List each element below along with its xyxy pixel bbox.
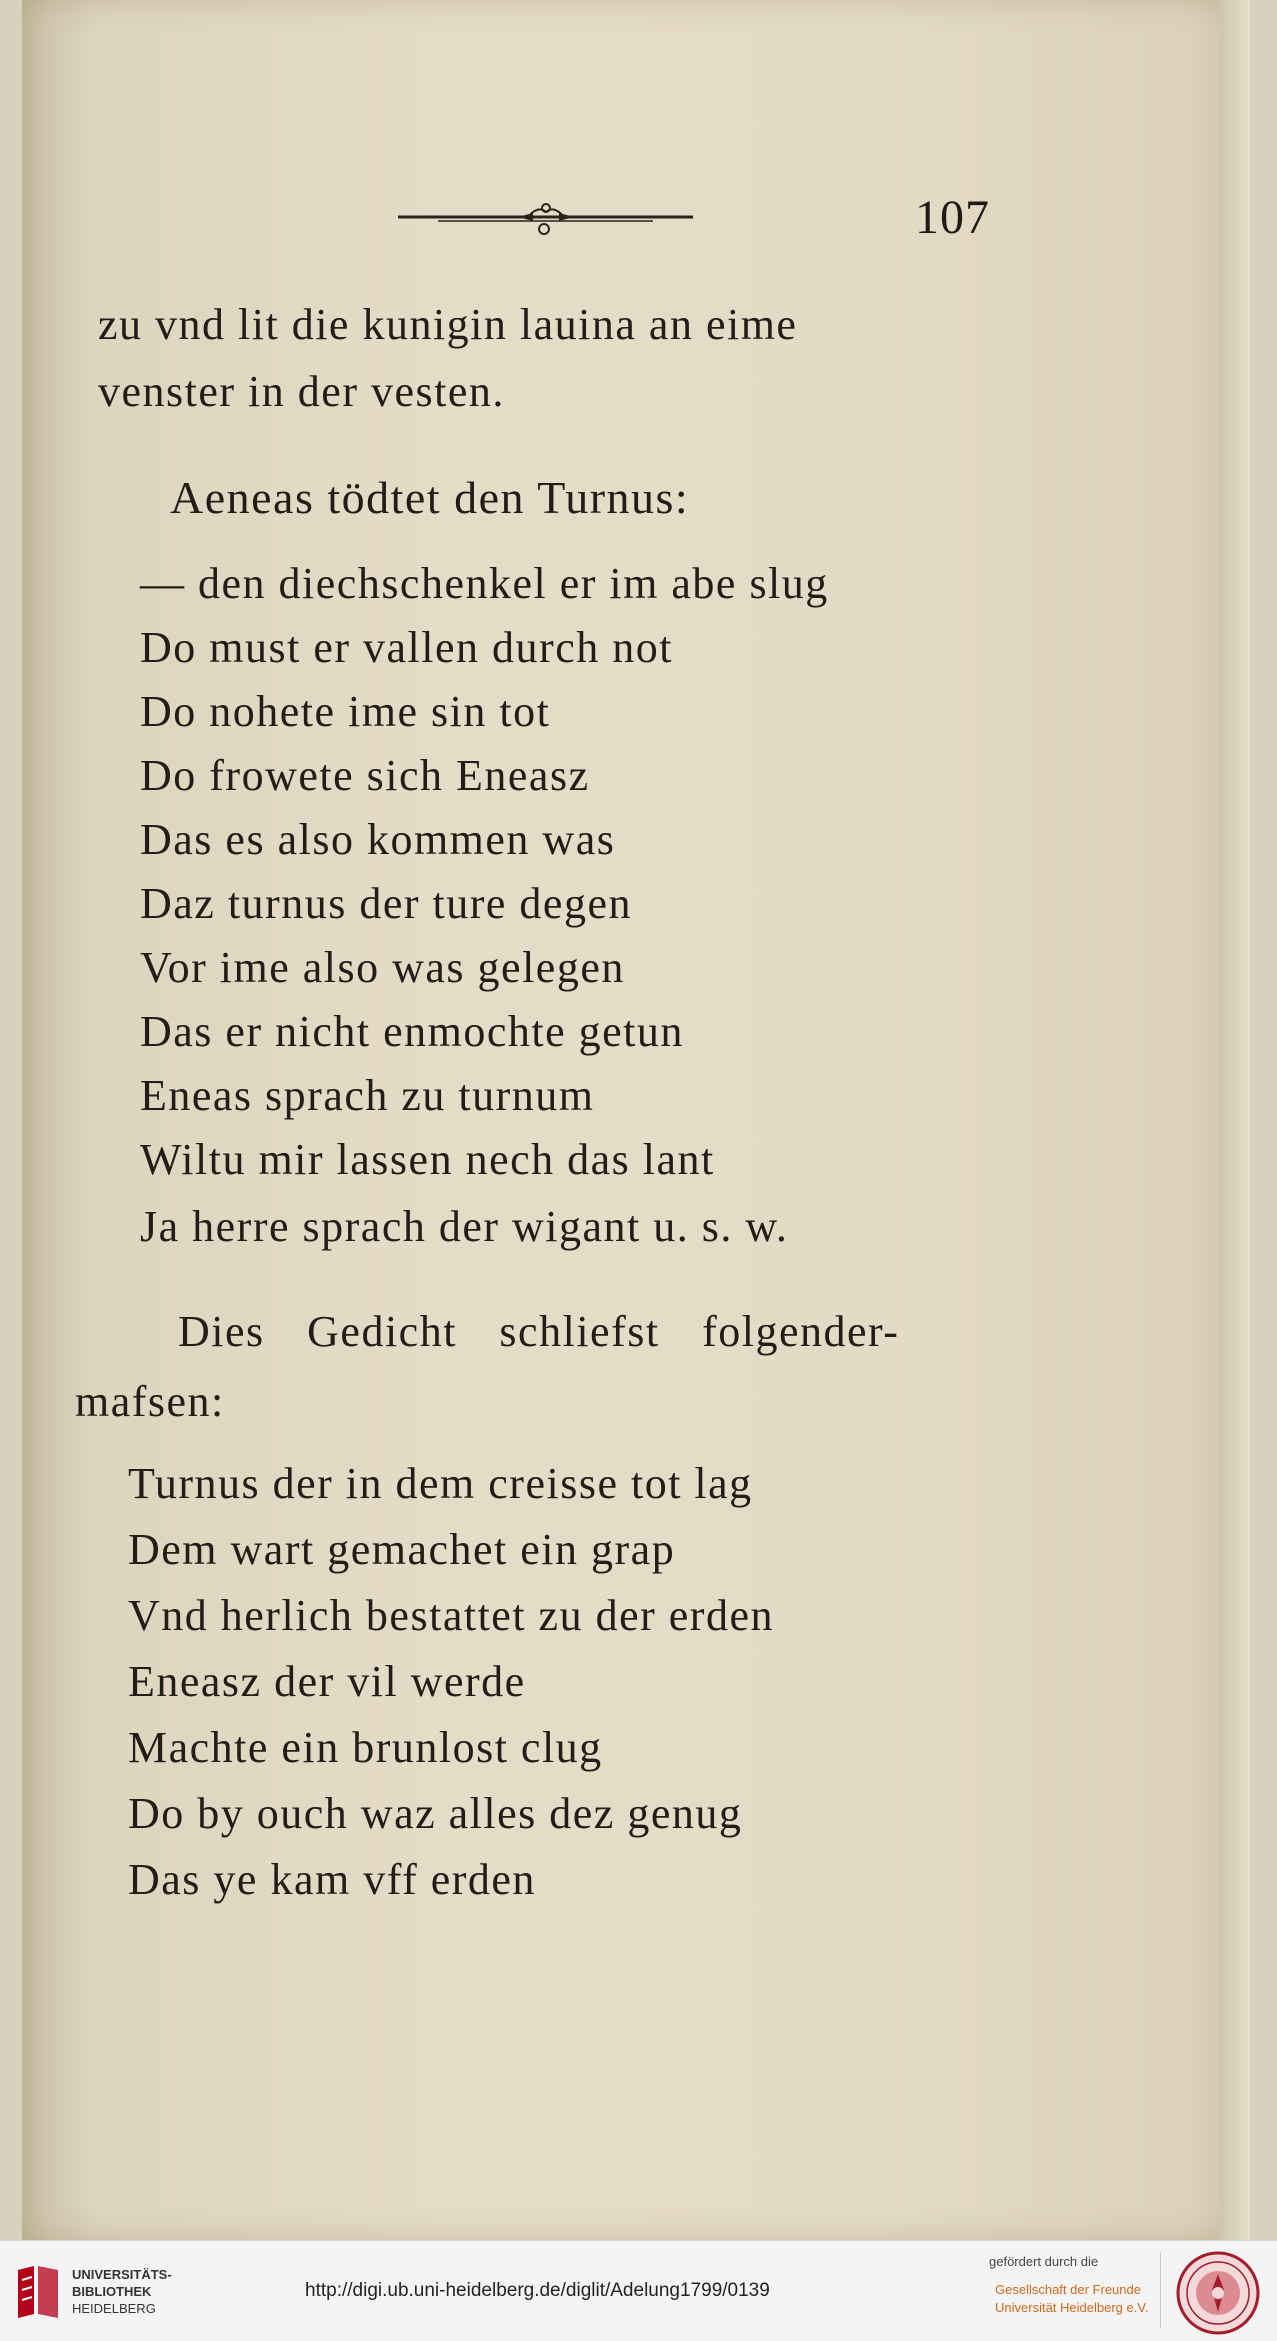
verse-line: Das es also kommen was — [140, 815, 616, 864]
sponsor-name-line-2: Universität Heidelberg e.V. — [995, 2300, 1149, 2315]
library-name-line-2: BIBLIOTHEK — [72, 2284, 152, 2299]
prose-line: mafsen: — [75, 1377, 225, 1426]
verse-line: Vor ime also was gelegen — [140, 943, 625, 992]
verse-line: Wiltu mir lassen nech das lant — [140, 1135, 715, 1184]
sponsor-label: gefördert durch die — [989, 2254, 1099, 2269]
verse-line: Do frowete sich Eneasz — [140, 751, 590, 800]
verse-line: Ja herre sprach der wigant u. s. w. — [140, 1202, 789, 1251]
verse-line: Do by ouch waz alles dez genug — [128, 1789, 743, 1838]
ub-heidelberg-logo-icon — [12, 2262, 64, 2322]
page-edge — [1220, 0, 1250, 2240]
verse-line: Turnus der in dem creisse tot lag — [128, 1459, 753, 1508]
section-heading: Aeneas tödtet den Turnus: — [170, 472, 690, 523]
verse-line: Machte ein brunlost clug — [128, 1723, 603, 1772]
university-seal-icon — [1175, 2250, 1261, 2336]
text-line: zu vnd lit die kunigin lauina an eime — [98, 300, 798, 349]
verse-line: Das ye kam vff erden — [128, 1855, 536, 1904]
verse-line: Do must er vallen durch not — [140, 623, 673, 672]
library-name-line-3: HEIDELBERG — [72, 2301, 156, 2316]
permalink-url[interactable]: http://digi.ub.uni-heidelberg.de/diglit/Adelung1799/0139 — [305, 2280, 770, 2301]
text-line: venster in der vesten. — [98, 367, 505, 416]
prose-line: Dies Gedicht schliefst folgender- — [178, 1307, 900, 1356]
footer-divider — [1160, 2252, 1161, 2328]
verse-line: Do nohete ime sin tot — [140, 687, 551, 736]
verse-line: Daz turnus der ture degen — [140, 879, 632, 928]
verse-line: Eneas sprach zu turnum — [140, 1071, 595, 1120]
ornament-rule-icon — [398, 200, 693, 240]
verse-line: Vnd herlich bestattet zu der erden — [128, 1591, 774, 1640]
verse-line: Das er nicht enmochte getun — [140, 1007, 684, 1056]
sponsor-name-line-1: Gesellschaft der Freunde — [995, 2282, 1141, 2297]
page-number: 107 — [915, 191, 990, 244]
verse-line: — den diechschenkel er im abe slug — [140, 559, 829, 608]
library-name-line-1: UNIVERSITÄTS- — [72, 2267, 172, 2282]
verse-line: Eneasz der vil werde — [128, 1657, 526, 1706]
verse-line: Dem wart gemachet ein grap — [128, 1525, 676, 1574]
